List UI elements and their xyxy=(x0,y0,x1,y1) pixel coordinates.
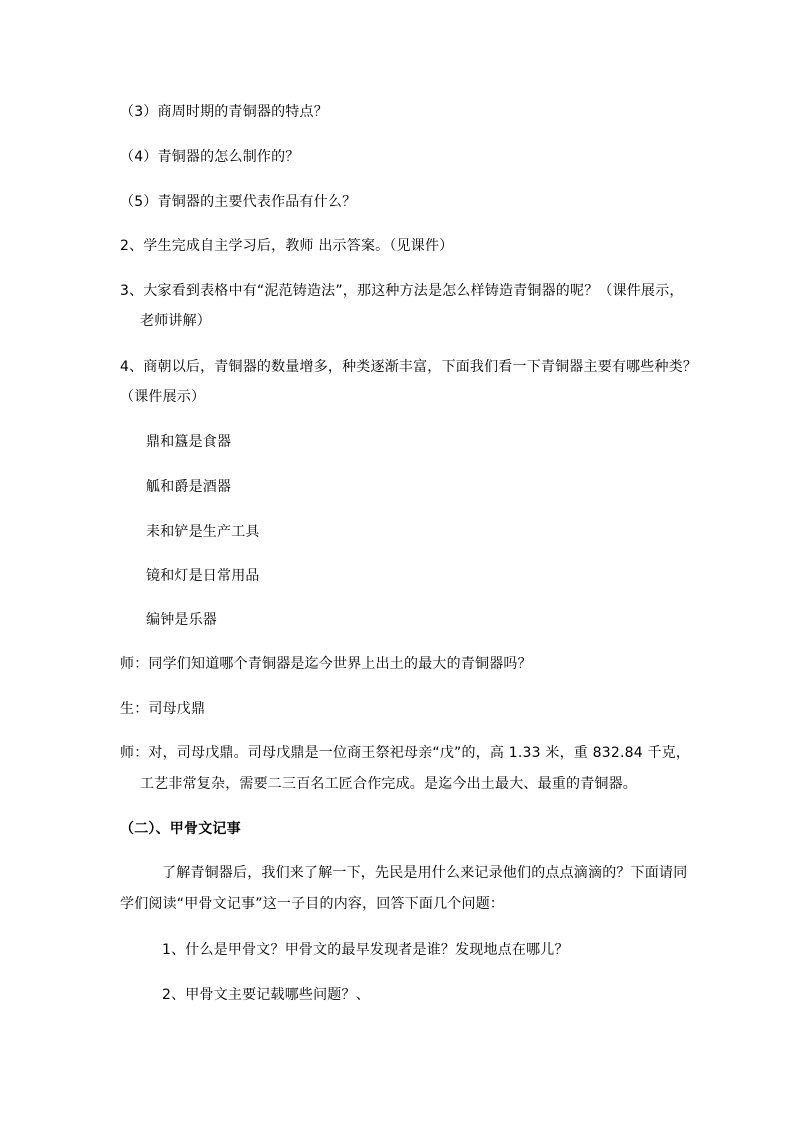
step-4-continued: （课件展示） xyxy=(120,389,206,405)
category-wine-vessels: 觚和爵是酒器 xyxy=(146,479,232,495)
section-heading: （二）、甲骨文记事 xyxy=(120,821,241,837)
question-5: （5）青铜器的主要代表作品有什么？ xyxy=(120,194,357,210)
teacher-response-continued: 工艺非常复杂，需要二三百名工匠合作完成。是迄今出土最大、最重的青铜器。 xyxy=(140,776,637,792)
oracle-question-1: 1、什么是甲骨文？甲骨文的最早发现者是谁？发现地点在哪儿？ xyxy=(162,942,569,958)
step-4: 4、商朝以后，青铜器的数量增多，种类逐渐丰富，下面我们看一下青铜器主要有哪些种类？ xyxy=(120,359,698,375)
step-3-continued: 老师讲解） xyxy=(140,313,211,329)
step-2: 2、学生完成自主学习后，教师 出示答案。（见课件） xyxy=(120,238,454,254)
oracle-question-2: 2、甲骨文主要记载哪些问题？、 xyxy=(162,987,370,1003)
question-3: （3）商周时期的青铜器的特点？ xyxy=(120,104,328,120)
step-3: 3、大家看到表格中有“泥范铸造法”，那这种方法是怎么样铸造青铜器的呢？（课件展示， xyxy=(120,283,684,299)
section-intro-continued: 学们阅读“甲骨文记事”这一子目的内容，回答下面几个问题： xyxy=(120,896,505,912)
category-tools: 耒和铲是生产工具 xyxy=(146,524,260,540)
category-instruments: 编钟是乐器 xyxy=(146,612,217,628)
student-answer: 生：司母戊鼎 xyxy=(120,701,206,717)
teacher-question: 师：同学们知道哪个青铜器是迄今世界上出土的最大的青铜器吗？ xyxy=(120,656,532,672)
question-4: （4）青铜器的怎么制作的？ xyxy=(120,149,300,165)
teacher-response: 师：对，司母戊鼎。司母戊鼎是一位商王祭祀母亲“戊”的，高 1.33 米，重 832.84 千克， xyxy=(120,745,691,761)
category-food-vessels: 鼎和簋是食器 xyxy=(146,434,232,450)
category-daily-items: 镜和灯是日常用品 xyxy=(146,568,260,584)
section-intro: 了解青铜器后，我们来了解一下，先民是用什么来记录他们的点点滴滴的？下面请同 xyxy=(162,865,688,881)
